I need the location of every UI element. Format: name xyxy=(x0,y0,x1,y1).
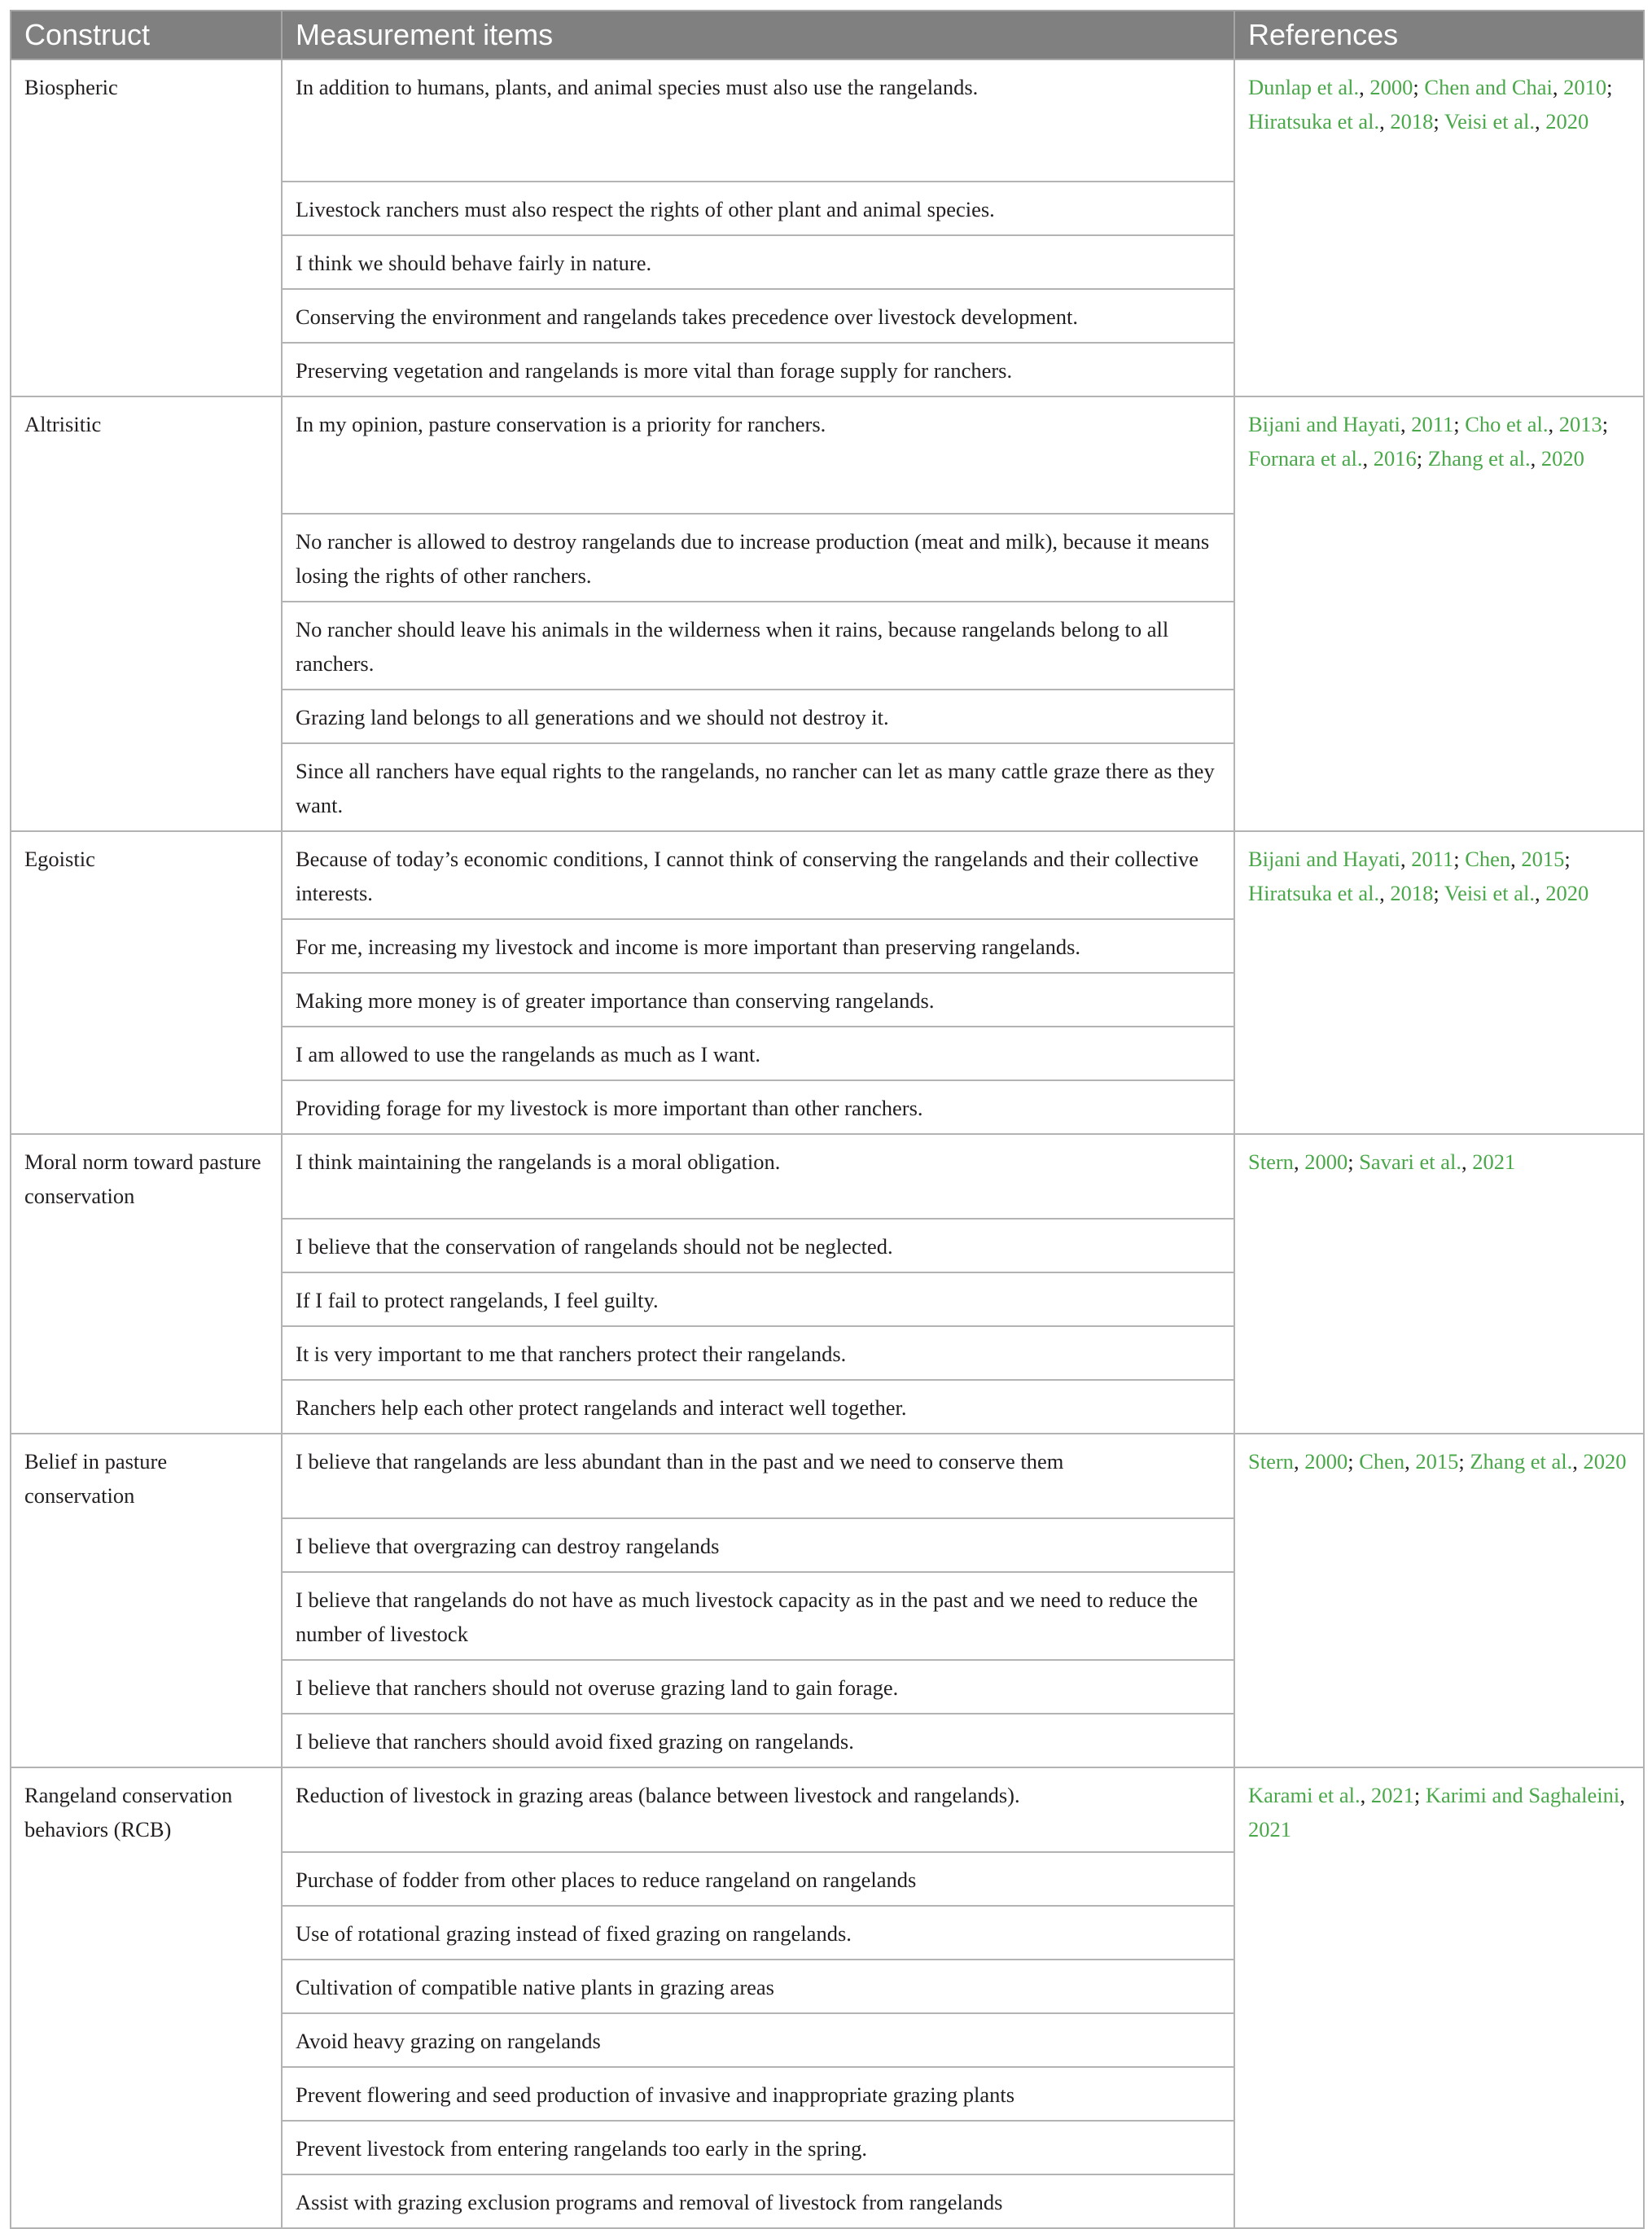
reference-link: 2018 xyxy=(1390,881,1434,905)
reference-separator: , xyxy=(1619,1783,1625,1807)
reference-link: 2013 xyxy=(1558,412,1602,436)
table-row xyxy=(11,59,1644,182)
reference-separator: ; xyxy=(1433,109,1444,134)
reference-link: 2015 xyxy=(1415,1449,1459,1474)
measurement-table xyxy=(10,10,1645,2229)
reference-link: 2020 xyxy=(1583,1449,1627,1474)
reference-link: 2011 xyxy=(1411,847,1454,871)
reference-separator: ; xyxy=(1416,446,1428,471)
measurement-item-cell: For me, increasing my livestock and income is more important than preserving rangelands. xyxy=(282,919,1234,973)
reference-link: 2018 xyxy=(1390,109,1434,134)
reference-separator: , xyxy=(1293,1449,1305,1474)
reference-separator: , xyxy=(1360,1783,1371,1807)
reference-separator: , xyxy=(1572,1449,1584,1474)
measurement-item-cell: I believe that rangelands do not have as much livestock capacity as in the past and we need to reduce the number of livestock xyxy=(282,1572,1234,1660)
measurement-item-cell: Preserving vegetation and rangelands is more vital than forage supply for ranchers. xyxy=(282,343,1234,396)
measurement-item-cell: I am allowed to use the rangelands as much as I want. xyxy=(282,1027,1234,1080)
reference-separator: , xyxy=(1404,1449,1416,1474)
reference-link: 2015 xyxy=(1521,847,1565,871)
reference-link: Karimi and Saghaleini xyxy=(1425,1783,1620,1807)
reference-separator: ; xyxy=(1413,75,1425,99)
measurement-item-cell: Prevent livestock from entering rangelands too early in the spring. xyxy=(282,2121,1234,2174)
measurement-item-cell: I believe that ranchers should not overuse grazing land to gain forage. xyxy=(282,1660,1234,1714)
reference-link: Zhang et al. xyxy=(1427,446,1531,471)
reference-link: 2000 xyxy=(1304,1449,1348,1474)
header-construct: Construct xyxy=(11,11,282,59)
measurement-item-cell: Prevent flowering and seed production of invasive and inappropriate grazing plants xyxy=(282,2067,1234,2121)
measurement-item-cell: In addition to humans, plants, and animal species must also use the rangelands. xyxy=(282,59,1234,182)
reference-link: Stern xyxy=(1248,1150,1294,1174)
header-row xyxy=(11,11,1644,59)
table-row xyxy=(11,1434,1644,1518)
reference-link: 2021 xyxy=(1370,1783,1414,1807)
measurement-item-cell: Reduction of livestock in grazing areas (balance between livestock and rangelands). xyxy=(282,1767,1234,1852)
measurement-item-cell: Grazing land belongs to all generations and we should not destroy it. xyxy=(282,690,1234,743)
reference-link: Hiratsuka et al. xyxy=(1248,881,1380,905)
table-row xyxy=(11,831,1644,919)
reference-link: Hiratsuka et al. xyxy=(1248,109,1380,134)
references-cell xyxy=(1234,396,1644,831)
reference-link: Karami et al. xyxy=(1248,1783,1361,1807)
measurement-item-cell: Providing forage for my livestock is more important than other ranchers. xyxy=(282,1080,1234,1134)
reference-link: 2021 xyxy=(1472,1150,1516,1174)
reference-separator: , xyxy=(1362,446,1374,471)
measurement-item-cell: Since all ranchers have equal rights to the rangelands, no rancher can let as many cattle graze there as they want. xyxy=(282,743,1234,831)
construct-cell: Rangeland conservation behaviors (RCB) xyxy=(11,1767,282,2228)
reference-link: Zhang et al. xyxy=(1470,1449,1573,1474)
reference-separator: , xyxy=(1552,75,1564,99)
reference-separator: , xyxy=(1359,75,1370,99)
measurement-item-cell: Livestock ranchers must also respect the rights of other plant and animal species. xyxy=(282,182,1234,235)
reference-separator: , xyxy=(1461,1150,1473,1174)
measurement-item-cell: In my opinion, pasture conservation is a priority for ranchers. xyxy=(282,396,1234,514)
reference-separator: , xyxy=(1535,881,1546,905)
reference-separator: ; xyxy=(1602,412,1609,436)
references-cell xyxy=(1234,1134,1644,1434)
measurement-item-cell: It is very important to me that ranchers protect their rangelands. xyxy=(282,1326,1234,1380)
reference-separator: ; xyxy=(1347,1449,1360,1474)
measurement-item-cell: I think we should behave fairly in nature. xyxy=(282,235,1234,289)
reference-link: Veisi et al. xyxy=(1444,109,1536,134)
reference-link: Chen and Chai xyxy=(1424,75,1553,99)
construct-cell: Belief in pasture conservation xyxy=(11,1434,282,1767)
reference-link: 2000 xyxy=(1369,75,1413,99)
measurement-item-cell: I believe that rangelands are less abundant than in the past and we need to conserve them xyxy=(282,1434,1234,1518)
reference-separator: , xyxy=(1379,881,1391,905)
reference-link: Savari et al. xyxy=(1359,1150,1462,1174)
references-cell xyxy=(1234,831,1644,1134)
references-cell xyxy=(1234,1767,1644,2228)
reference-link: Chen xyxy=(1465,847,1511,871)
measurement-item-cell: I think maintaining the rangelands is a moral obligation. xyxy=(282,1134,1234,1219)
reference-link: Bijani and Hayati xyxy=(1248,847,1400,871)
reference-link: Veisi et al. xyxy=(1444,881,1536,905)
references-cell xyxy=(1234,59,1644,396)
measurement-item-cell: Purchase of fodder from other places to reduce rangeland on rangelands xyxy=(282,1852,1234,1906)
reference-separator: , xyxy=(1400,412,1412,436)
measurement-item-cell: If I fail to protect rangelands, I feel guilty. xyxy=(282,1272,1234,1326)
measurement-item-cell: Cultivation of compatible native plants in grazing areas xyxy=(282,1960,1234,2013)
construct-cell: Altrisitic xyxy=(11,396,282,831)
reference-link: Bijani and Hayati xyxy=(1248,412,1400,436)
reference-link: 2016 xyxy=(1373,446,1417,471)
measurement-item-cell: Making more money is of greater importance than conserving rangelands. xyxy=(282,973,1234,1027)
reference-separator: ; xyxy=(1453,847,1466,871)
reference-link: Cho et al. xyxy=(1465,412,1549,436)
reference-separator: , xyxy=(1400,847,1412,871)
reference-link: Chen xyxy=(1359,1449,1405,1474)
reference-separator: ; xyxy=(1564,847,1571,871)
reference-link: 2000 xyxy=(1304,1150,1348,1174)
table-row xyxy=(11,1134,1644,1219)
measurement-item-cell: I believe that ranchers should avoid fixed grazing on rangelands. xyxy=(282,1714,1234,1767)
reference-link: Dunlap et al. xyxy=(1248,75,1360,99)
construct-cell: Biospheric xyxy=(11,59,282,396)
reference-separator: , xyxy=(1530,446,1541,471)
reference-link: Stern xyxy=(1248,1449,1294,1474)
reference-separator: , xyxy=(1548,412,1559,436)
measurement-item-cell: Use of rotational grazing instead of fixed grazing on rangelands. xyxy=(282,1906,1234,1960)
reference-separator: ; xyxy=(1347,1150,1360,1174)
reference-link: 2011 xyxy=(1411,412,1454,436)
header-references: References xyxy=(1234,11,1644,59)
measurement-item-cell: Assist with grazing exclusion programs and removal of livestock from rangelands xyxy=(282,2174,1234,2228)
measurement-item-cell: Ranchers help each other protect rangelands and interact well together. xyxy=(282,1380,1234,1434)
construct-cell: Moral norm toward pasture conservation xyxy=(11,1134,282,1434)
header-measurement-items: Measurement items xyxy=(282,11,1234,59)
reference-link: 2021 xyxy=(1248,1817,1291,1841)
construct-cell: Egoistic xyxy=(11,831,282,1134)
measurement-item-cell: No rancher should leave his animals in the wilderness when it rains, because rangelands belong to all ranchers. xyxy=(282,602,1234,690)
references-cell xyxy=(1234,1434,1644,1767)
reference-separator: , xyxy=(1535,109,1546,134)
measurement-item-cell: Conserving the environment and rangelands takes precedence over livestock development. xyxy=(282,289,1234,343)
reference-separator: ; xyxy=(1453,412,1466,436)
reference-separator: , xyxy=(1510,847,1522,871)
measurement-item-cell: I believe that overgrazing can destroy rangelands xyxy=(282,1518,1234,1572)
reference-separator: ; xyxy=(1433,881,1444,905)
table-body xyxy=(11,59,1644,2228)
reference-separator: , xyxy=(1379,109,1391,134)
reference-separator: , xyxy=(1293,1150,1305,1174)
measurement-item-cell: Because of today’s economic conditions, I cannot think of conserving the rangelands and their collective interests. xyxy=(282,831,1234,919)
table-row xyxy=(11,396,1644,514)
table-row xyxy=(11,1767,1644,1852)
reference-link: 2020 xyxy=(1540,446,1584,471)
reference-separator: ; xyxy=(1606,75,1613,99)
measurement-item-cell: No rancher is allowed to destroy rangelands due to increase production (meat and milk), because it means losing the rights of other ranchers. xyxy=(282,514,1234,602)
reference-link: 2010 xyxy=(1563,75,1607,99)
reference-link: Fornara et al. xyxy=(1248,446,1363,471)
measurement-item-cell: I believe that the conservation of rangelands should not be neglected. xyxy=(282,1219,1234,1272)
reference-separator: ; xyxy=(1413,1783,1426,1807)
reference-link: 2020 xyxy=(1545,881,1589,905)
reference-link: 2020 xyxy=(1545,109,1589,134)
reference-separator: ; xyxy=(1458,1449,1470,1474)
measurement-item-cell: Avoid heavy grazing on rangelands xyxy=(282,2013,1234,2067)
